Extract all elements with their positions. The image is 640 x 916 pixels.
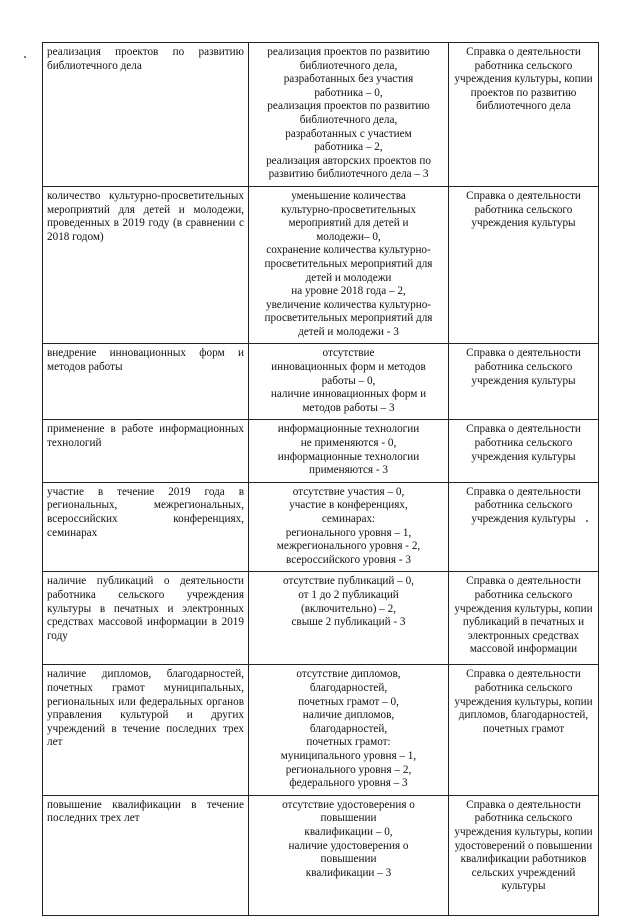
scoring-line: работы – 0, xyxy=(321,374,376,387)
scoring-line: почетных грамот – 0, xyxy=(298,695,399,708)
scoring-line: квалификации – 3 xyxy=(305,866,392,879)
scoring-line: разработанных без участия xyxy=(283,73,414,86)
scoring-line: всероссийского уровня - 3 xyxy=(286,553,411,566)
scoring-line: мероприятий для детей и xyxy=(288,217,409,230)
criterion-cell: количество культурно-просветительных мероприятий для детей и молодежи, проведенных в 2019 году (в сравнении с 2018 годом) xyxy=(43,186,249,344)
scoring-line: работника – 2, xyxy=(314,141,383,154)
scoring-line: реализация авторских проектов по xyxy=(266,154,431,167)
document-cell: Справка о деятельности работника сельского учреждения культуры xyxy=(449,344,599,420)
scoring-line: благодарностей, xyxy=(309,681,388,694)
criterion-cell: внедрение инновационных форм и методов работы xyxy=(43,344,249,420)
scoring-line: наличие инновационных форм и xyxy=(270,388,427,401)
scoring-line: регионального уровня – 2, xyxy=(285,763,412,776)
scoring-cell xyxy=(249,665,449,795)
scoring-line: свыше 2 публикаций - 3 xyxy=(291,616,406,629)
scoring-line: наличие дипломов, xyxy=(302,709,395,722)
scoring-line: муниципального уровня – 1, xyxy=(280,749,417,762)
document-cell: Справка о деятельности работника сельского учреждения культуры xyxy=(449,420,599,482)
scoring-line: квалификации – 0, xyxy=(304,825,393,838)
scoring-line: отсутствие xyxy=(322,347,375,360)
scoring-cell xyxy=(249,420,449,482)
scoring-line: отсутствие дипломов, xyxy=(296,668,401,681)
scoring-line: федерального уровня – 3 xyxy=(289,777,408,790)
table-row xyxy=(43,665,599,795)
scoring-line: отсутствие публикаций – 0, xyxy=(283,575,414,588)
scoring-line: информационные технологии xyxy=(277,423,420,436)
scoring-line: повышении xyxy=(320,812,377,825)
scoring-line: методов работы – 3 xyxy=(302,401,395,414)
table-row xyxy=(43,420,599,482)
scoring-line: просветительных мероприятий для xyxy=(264,257,433,270)
scoring-line: почетных грамот: xyxy=(306,736,391,749)
scoring-line: просветительных мероприятий для xyxy=(264,312,433,325)
table-row xyxy=(43,572,599,665)
scoring-line: сохранение количества культурно- xyxy=(266,244,431,257)
criterion-cell: повышение квалификации в течение последних трех лет xyxy=(43,795,249,915)
scoring-line: на уровне 2018 года – 2, xyxy=(291,285,406,298)
criteria-table xyxy=(42,42,599,916)
scoring-cell xyxy=(249,43,449,187)
scoring-line: семинарах: xyxy=(321,513,376,525)
scoring-line: межрегионального уровня - 2, xyxy=(276,540,421,553)
criteria-table-body xyxy=(43,43,599,916)
document-cell: Справка о деятельности работника сельского учреждения культуры xyxy=(449,482,599,572)
scoring-line: благодарностей, xyxy=(309,722,388,735)
scoring-line: библиотечного дела, xyxy=(299,113,398,126)
document-cell: Справка о деятельности работника сельского учреждения культуры xyxy=(449,186,599,344)
table-row xyxy=(43,186,599,344)
scoring-line: применяются - 3 xyxy=(308,464,388,477)
document-cell: Справка о деятельности работника сельского учреждения культуры, копии удостоверений о повышении квалификации работников сельских учреждений культуры xyxy=(449,795,599,915)
scoring-line: не применяются - 0, xyxy=(300,437,397,450)
scoring-line: от 1 до 2 публикаций xyxy=(298,588,399,601)
table-row xyxy=(43,43,599,187)
scoring-line: увеличение количества культурно- xyxy=(265,298,432,311)
document-cell: Справка о деятельности работника сельского учреждения культуры, копии проектов по развитию библиотечного дела xyxy=(449,43,599,187)
scan-speck xyxy=(24,56,26,58)
scoring-cell xyxy=(249,344,449,420)
scoring-line: работника – 0, xyxy=(314,86,383,99)
criterion-cell: реализация проектов по развитию библиотечного дела xyxy=(43,43,249,187)
scoring-line: отсутствие удостоверения о xyxy=(282,798,415,811)
scoring-line: наличие удостоверения о xyxy=(288,839,409,852)
scoring-line: участие в конференциях, xyxy=(289,499,408,512)
criterion-cell: участие в течение 2019 года в региональных, межрегиональных, всероссийских конференциях, семинарах xyxy=(43,482,249,572)
scoring-line: развитию библиотечного дела – 3 xyxy=(268,168,429,181)
criterion-cell: применение в работе информационных технологий xyxy=(43,420,249,482)
criterion-cell: наличие дипломов, благодарностей, почетных грамот муниципальных, региональных или федеральных органов управления культурой и других учреждений в течение последних трех лет xyxy=(43,665,249,795)
scoring-line: уменьшение количества xyxy=(291,189,406,202)
scoring-line: разработанных с участием xyxy=(285,127,412,140)
scoring-line: молодежи– 0, xyxy=(316,230,381,243)
scoring-line: библиотечного дела, xyxy=(299,59,398,72)
scoring-line: информационные технологии xyxy=(277,450,420,463)
scoring-line: реализация проектов по развитию xyxy=(267,46,430,58)
document-cell: Справка о деятельности работника сельского учреждения культуры, копии публикаций в печатных и электронных средствах массовой информации xyxy=(449,572,599,665)
scoring-line: (включительно) – 2, xyxy=(301,602,396,615)
scoring-line: детей и молодежи - 3 xyxy=(298,325,399,338)
table-row xyxy=(43,482,599,572)
scoring-line: детей и молодежи xyxy=(305,271,392,284)
scoring-cell xyxy=(249,795,449,915)
scoring-cell xyxy=(249,186,449,344)
document-cell: Справка о деятельности работника сельского учреждения культуры, копии дипломов, благодарностей, почетных грамот xyxy=(449,665,599,795)
scoring-line: инновационных форм и методов xyxy=(271,361,426,374)
table-row xyxy=(43,344,599,420)
criterion-cell: наличие публикаций о деятельности работника сельского учреждения культуры в печатных и электронных средствах массовой информации в 2019 году xyxy=(43,572,249,665)
scoring-line: повышении xyxy=(320,853,377,866)
scoring-cell xyxy=(249,572,449,665)
scoring-line: регионального уровня – 1, xyxy=(285,526,412,539)
scoring-line: отсутствие участия – 0, xyxy=(292,485,405,498)
scoring-line: культурно-просветительных xyxy=(281,203,416,216)
table-row xyxy=(43,795,599,915)
scoring-line: реализация проектов по развитию xyxy=(267,100,430,113)
scoring-cell xyxy=(249,482,449,572)
